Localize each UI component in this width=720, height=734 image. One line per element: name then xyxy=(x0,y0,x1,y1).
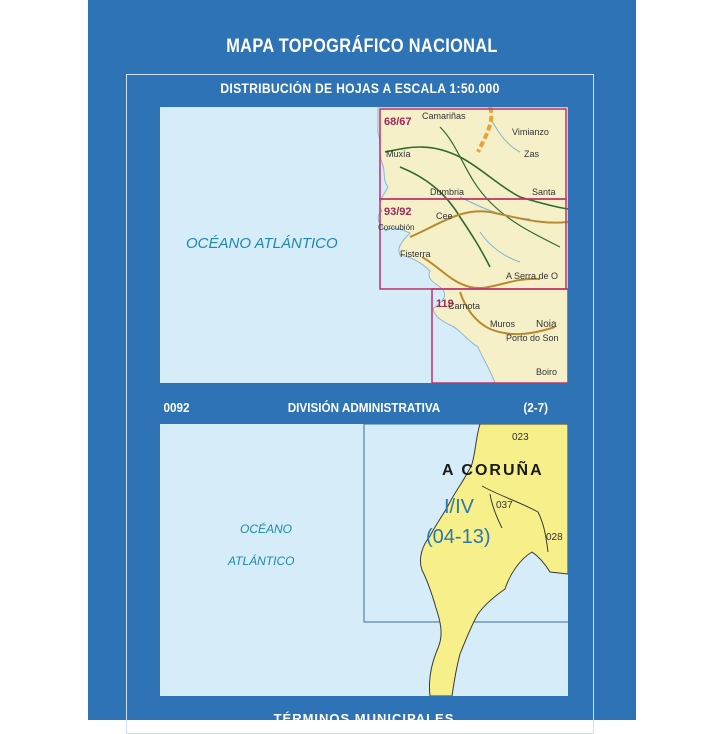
province-label: A CORUÑA xyxy=(442,462,544,479)
sheet-label: 119 xyxy=(436,298,454,310)
place-label: Muxía xyxy=(386,149,411,159)
place-label: Fisterra xyxy=(400,249,431,259)
place-label: Corcubión xyxy=(378,223,415,232)
sheet-label: 68/67 xyxy=(384,116,412,128)
cover-title: MAPA TOPOGRÁFICO NACIONAL xyxy=(226,36,498,57)
zone-label: (04-13) xyxy=(426,526,491,548)
sheet-code: 0092 xyxy=(163,400,190,415)
sheet-range: (2-7) xyxy=(523,400,549,415)
municipality-code: 023 xyxy=(512,432,529,443)
section-label: DIVISIÓN ADMINISTRATIVA xyxy=(287,400,441,415)
place-label: Santa xyxy=(532,187,556,197)
footer-label: TÉRMINOS MUNICIPALES xyxy=(273,711,455,726)
sheet-label: 93/92 xyxy=(384,206,412,218)
municipality-code: 028 xyxy=(546,532,563,543)
place-label: Zas xyxy=(524,149,540,159)
place-label: Cee xyxy=(436,211,453,221)
ocean-label: OCÉANO xyxy=(240,522,293,536)
ocean-label: OCÉANO ATLÁNTICO xyxy=(186,235,338,252)
zone-label: I/IV xyxy=(444,496,475,518)
place-label: Carnota xyxy=(448,301,481,311)
ocean-label: ATLÁNTICO xyxy=(228,554,295,568)
administrative-division-map xyxy=(160,424,568,696)
cover-subtitle: DISTRIBUCIÓN DE HOJAS A ESCALA 1:50.000 xyxy=(220,81,500,96)
place-label: Vimianzo xyxy=(512,127,549,137)
place-label: Boiro xyxy=(536,367,558,377)
place-label: Camariñas xyxy=(422,111,466,121)
place-label: Porto do Son xyxy=(506,333,559,343)
place-label: Muros xyxy=(490,319,516,329)
municipality-code: 037 xyxy=(496,500,513,511)
place-label: A Serra de O xyxy=(506,271,559,281)
place-label: Dumbria xyxy=(430,187,465,197)
place-label: Noia xyxy=(536,319,557,330)
sheet-distribution-map xyxy=(160,107,568,383)
